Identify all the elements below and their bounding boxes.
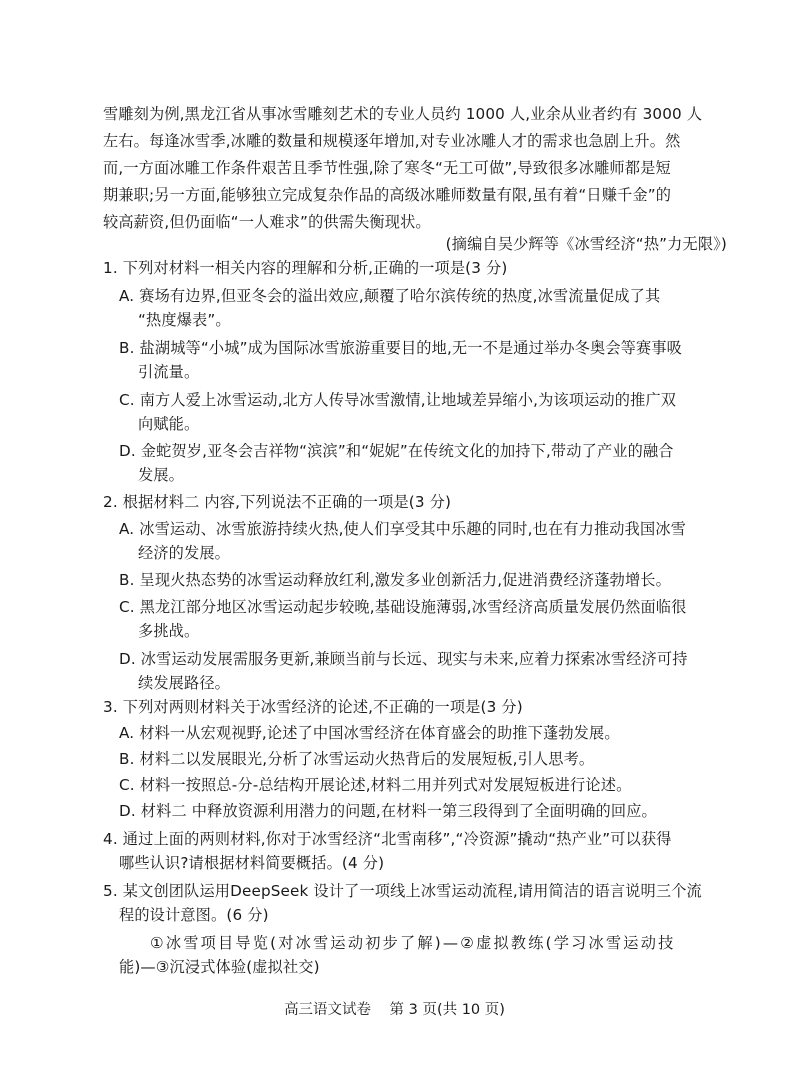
option-c-cont: 多挑战。 (138, 622, 200, 640)
question-stem-cont: 哪些认识?请根据材料简要概括。(4 分) (119, 854, 385, 872)
option-a: A. 冰雪运动、冰雪旅游持续火热,使人们享受其中乐趣的同时,也在有力推动我国冰雪 (119, 520, 686, 538)
option-a: A. 赛场有边界,但亚冬会的溢出效应,颠覆了哈尔滨传统的热度,冰雪流量促成了其 (119, 287, 661, 305)
passage-line: 较高薪资,但仍面临“一人难求”的供需失衡现状。 (103, 213, 431, 231)
option-a-cont: “热度爆表”。 (138, 311, 231, 329)
option-b: B. 材料二以发展眼光,分析了冰雪运动火热背后的发展短板,引人思考。 (119, 750, 595, 768)
option-b: B. 盐湖城等“小城”成为国际冰雪旅游重要目的地,无一不是通过举办冬奥会等赛事吸 (119, 339, 683, 357)
option-d-cont: 发展。 (138, 466, 185, 484)
option-c: C. 黑龙江部分地区冰雪运动起步较晚,基础设施薄弱,冰雪经济高质量发展仍然面临很 (119, 598, 687, 616)
option-b-cont: 引流量。 (138, 363, 200, 381)
option-d: D. 材料二 中释放资源利用潜力的问题,在材料一第三段得到了全面明确的回应。 (119, 802, 657, 820)
option-c-cont: 向赋能。 (138, 415, 200, 433)
question-stem: 5. 某文创团队运用DeepSeek 设计了一项线上冰雪运动流程,请用简洁的语言说明三个流 (103, 882, 702, 900)
option-c: C. 材料一按照总-分-总结构开展论述,材料二用并列式对发展短板进行论述。 (119, 776, 632, 794)
question-stem: 2. 根据材料二 内容,下列说法不正确的一项是(3 分) (103, 493, 452, 511)
passage-line: 雪雕刻为例,黑龙江省从事冰雪雕刻艺术的专业人员约 1000 人,业余从业者约有 3000 人 (103, 105, 703, 123)
option-a: A. 材料一从宏观视野,论述了中国冰雪经济在体育盛会的助推下蓬勃发展。 (119, 724, 620, 742)
option-d: D. 冰雪运动发展需服务更新,兼顾当前与长远、现实与未来,应着力探索冰雪经济可持 (119, 650, 688, 668)
flow-line-cont: 能)—③沉浸式体验(虚拟社交) (119, 958, 320, 976)
passage-line: 期兼职;另一方面,能够独立完成复杂作品的高级冰雕师数量有限,虽有着“日赚千金”的 (103, 186, 672, 204)
option-c: C. 南方人爱上冰雪运动,北方人传导冰雪激情,让地域差异缩小,为该项运动的推广双 (119, 391, 677, 409)
page-footer: 高三语文试卷 第 3 页(共 10 页) (284, 1002, 505, 1018)
flow-line: ①冰雪项目导览(对冰雪运动初步了解)—②虚拟教练(学习冰雪运动技 (150, 934, 676, 952)
question-stem: 1. 下列对材料一相关内容的理解和分析,正确的一项是(3 分) (103, 259, 508, 277)
question-stem: 3. 下列对两则材料关于冰雪经济的论述,不正确的一项是(3 分) (103, 698, 523, 716)
passage-source: (摘编自吴少辉等《冰雪经济“热”力无限》) (445, 235, 727, 253)
option-b: B. 呈现火热态势的冰雪运动释放红利,激发多业创新活力,促进消费经济蓬勃增长。 (119, 571, 671, 589)
passage-line: 左右。每逢冰雪季,冰雕的数量和规模逐年增加,对专业冰雕人才的需求也急剧上升。然 (103, 132, 681, 150)
option-d: D. 金蛇贺岁,亚冬会吉祥物“滨滨”和“妮妮”在传统文化的加持下,带动了产业的融合 (119, 442, 674, 460)
question-stem: 4. 通过上面的两则材料,你对于冰雪经济“北雪南移”,“冷资源”撬动“热产业”可以获得 (103, 830, 672, 848)
option-d-cont: 续发展路径。 (138, 674, 231, 692)
passage-line: 而,一方面冰雕工作条件艰苦且季节性强,除了寒冬“无工可做”,导致很多冰雕师都是短 (103, 159, 671, 177)
question-stem-cont: 程的设计意图。(6 分) (119, 906, 269, 924)
option-a-cont: 经济的发展。 (138, 544, 231, 562)
